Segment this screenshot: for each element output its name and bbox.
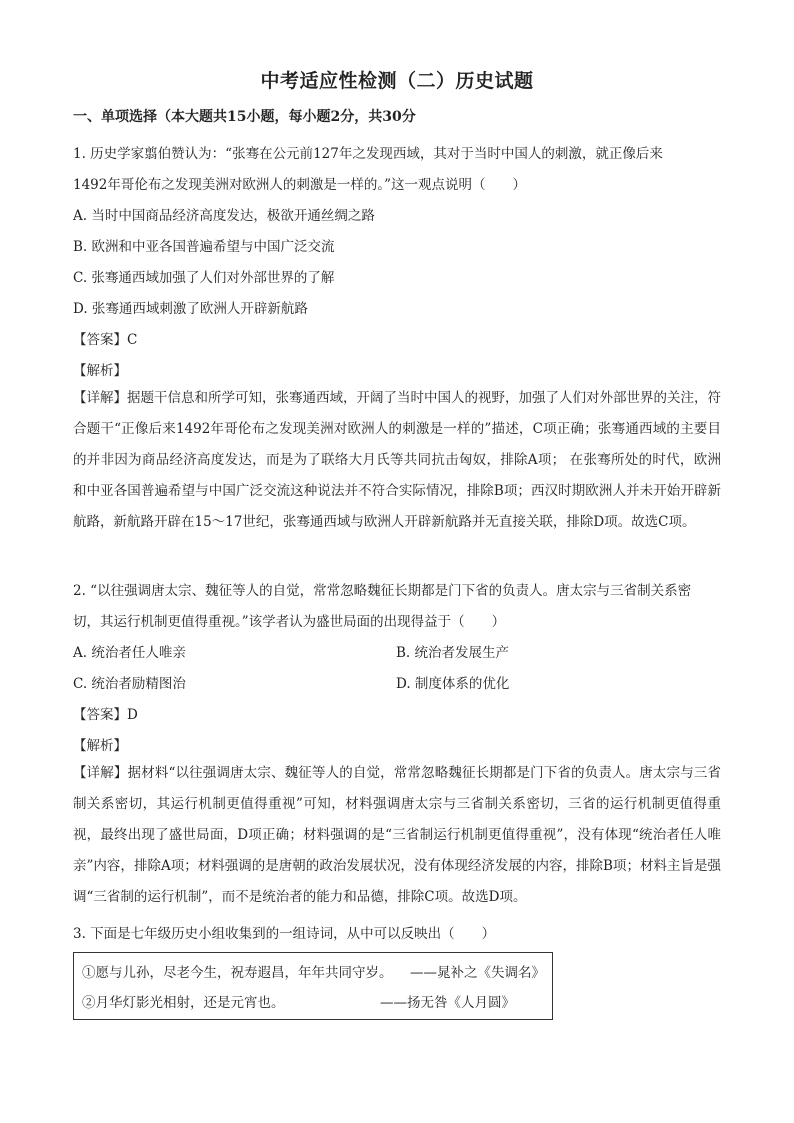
page-title: 中考适应性检测（二）历史试题 <box>260 70 534 92</box>
section-heading: 一、单项选择（本大题共15小题，每小题2分，共30分 <box>73 109 416 125</box>
question-1-detail: 【详解】据题干信息和所学可知，张骞通西域，开阔了当时中国人的视野，加强了人们对外部世界的关注，符合题干“正像后来1492年哥伦布之发现美洲对欧洲人的刺激是一样的”描述，C项正确；张骞通西域的主要目的并非因为商品经济高度发达，而是为了联络大月氏等共同抗击匈奴，排除A项； 在张骞所处的时代，欧洲和中亚各国普遍希望与中国广泛交流这种说法并不符合实际情况，排除B项；西汉时期欧洲人并未开始开辟新航路，新航路开辟在15～17世纪，张骞通西域与欧洲人开辟新航路并无直接关联，排除D项。故选C项。 <box>73 390 721 530</box>
question-1-option-a: A. 当时中国商品经济高度发达，极欲开通丝绸之路 <box>73 208 375 224</box>
question-1-option-b: B. 欧洲和中亚各国普遍希望与中国广泛交流 <box>73 239 335 255</box>
poem-2-text: ②月华灯影光相射，还是元宵也。 <box>82 995 285 1011</box>
poem-1-text: ①愿与儿孙，尽老今生，祝寿遐昌，年年共同守岁。 <box>82 965 393 981</box>
poem-2-source: ——扬无咎《人月圆》 <box>380 995 515 1011</box>
question-2-stem-line-2: 切，其运行机制更值得重视。”该学者认为盛世局面的出现得益于（ ） <box>73 614 506 630</box>
question-2-option-c: C. 统治者励精图治 <box>73 676 186 692</box>
question-1-stem-line-2: 1492年哥伦布之发现美洲对欧洲人的刺激是一样的。”这一观点说明（ ） <box>73 177 527 193</box>
poem-1-source: ——晁补之《失调名》 <box>410 965 545 981</box>
question-1-option-d: D. 张骞通西域刺激了欧洲人开辟新航路 <box>73 301 308 317</box>
question-2-option-b: B. 统治者发展生产 <box>396 645 510 661</box>
poem-box <box>73 952 553 1020</box>
question-3-stem: 3. 下面是七年级历史小组收集到的一组诗词，从中可以反映出（ ） <box>73 926 496 942</box>
question-1-answer: 【答案】C <box>73 332 138 348</box>
question-1-option-c: C. 张骞通西域加强了人们对外部世界的了解 <box>73 270 335 286</box>
question-2-option-d: D. 制度体系的优化 <box>396 676 510 692</box>
question-2-detail: 【详解】据材料“以往强调唐太宗、魏征等人的自觉，常常忽略魏征长期都是门下省的负责人。唐太宗与三省制关系密切，其运行机制更值得重视”可知，材料强调唐太宗与三省制关系密切，三省的运行机制更值得重视，最终出现了盛世局面，D项正确；材料强调的是“三省制运行机制更值得重视”，没有体现“统治者任人唯亲”内容，排除A项；材料强调的是唐朝的政治发展状况，没有体现经济发展的内容，排除B项；材料主旨是强调“三省制的运行机制”，而不是统治者的能力和品德，排除C项。故选D项。 <box>73 765 721 905</box>
question-2-option-a: A. 统治者任人唯亲 <box>73 645 186 661</box>
question-1-stem-line-1: 1. 历史学家翦伯赞认为：“张骞在公元前127年之发现西域，其对于当时中国人的刺激，就正像后来 <box>73 146 663 162</box>
question-2-stem-line-1: 2. “以往强调唐太宗、魏征等人的自觉，常常忽略魏征长期都是门下省的负责人。唐太宗与三省制关系密 <box>73 583 692 599</box>
question-1-analysis-label: 【解析】 <box>73 363 127 379</box>
question-2-analysis-label: 【解析】 <box>73 738 127 754</box>
question-2-answer: 【答案】D <box>73 707 138 723</box>
